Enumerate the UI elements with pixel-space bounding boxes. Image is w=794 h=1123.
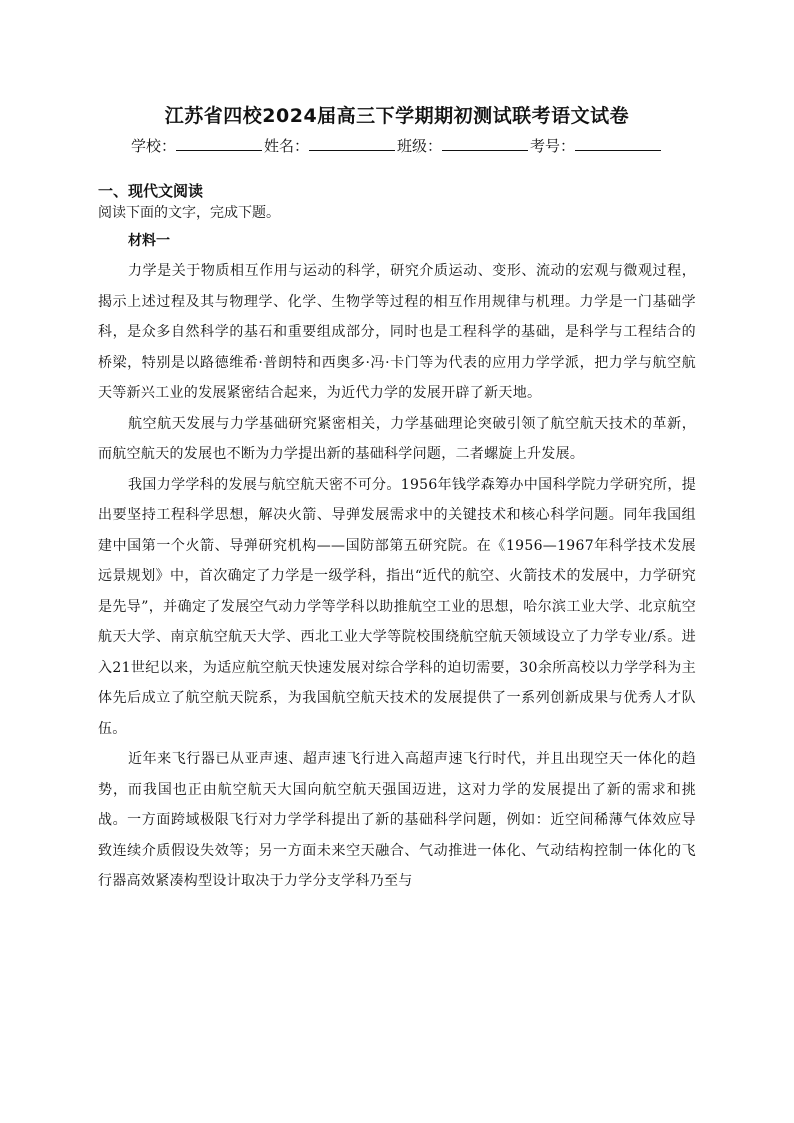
class-blank[interactable]	[442, 136, 528, 151]
paragraph-2: 航空航天发展与力学基础研究紧密相关，力学基础理论突破引领了航空航天技术的革新，而航空航天的发展也不断为力学提出新的基础科学问题，二者螺旋上升发展。	[98, 415, 696, 462]
exam-number-blank[interactable]	[575, 136, 661, 151]
name-label: 姓名：	[263, 137, 309, 155]
student-info-line	[98, 135, 696, 157]
school-blank[interactable]	[176, 136, 262, 151]
reading-instruction: 阅读下面的文字，完成下题。	[98, 205, 280, 221]
material-title: 材料一	[128, 233, 170, 249]
paragraph-4: 近年来飞行器已从亚声速、超声速飞行进入高超声速飞行时代，并且出现空天一体化的趋势，而我国也正由航空航天大国向航空航天强国迈进，这对力学的发展提出了新的需求和挑战。一方面跨域极限飞行对力学学科提出了新的基础科学问题，例如：近空间稀薄气体效应导致连续介质假设失效等；另一方面未来空天融合、气动推进一体化、气动结构控制一体化的飞行器高效紧凑构型设计取决于力学分支学科乃至与	[98, 751, 696, 889]
exam-number-label: 考号：	[530, 137, 576, 155]
school-label: 学校：	[130, 137, 176, 155]
paragraph-1: 力学是关于物质相互作用与运动的科学，研究介质运动、变形、流动的宏观与微观过程，揭示上述过程及其与物理学、化学、生物学等过程的相互作用规律与机理。力学是一门基础学科，是众多自然科学的基石和重要组成部分，同时也是工程科学的基础，是科学与工程结合的桥梁，特别是以路德维希·普朗特和西奥多·冯·卡门等为代表的应用力学学派，把力学与航空航天等新兴工业的发展紧密结合起来，为近代力学的发展开辟了新天地。	[98, 263, 696, 401]
class-label: 班级：	[397, 137, 443, 155]
exam-title: 江苏省四校2024届高三下学期期初测试联考语文试卷	[164, 105, 630, 127]
name-blank[interactable]	[309, 136, 395, 151]
section-heading: 一、现代文阅读	[98, 182, 204, 200]
paragraph-3: 我国力学学科的发展与航空航天密不可分。1956年钱学森筹办中国科学院力学研究所，提出要坚持工程科学思想，解决火箭、导弹发展需求中的关键技术和核心科学问题。同年我国组建中国第一个火箭、导弹研究机构——国防部第五研究院。在《1956—1967年科学技术发展远景规划》中，首次确定了力学是一级学科，指出“近代的航空、火箭技术的发展中，力学研究是先导”，并确定了发展空气动力学等学科以助推航空工业的思想，哈尔滨工业大学、北京航空航天大学、南京航空航天大学、西北工业大学等院校围绕航空航天领域设立了力学专业/系。进入21世纪以来，为适应航空航天快速发展对综合学科的迫切需要，30余所高校以力学学科为主体先后成立了航空航天院系，为我国航空航天技术的发展提供了一系列创新成果与优秀人才队伍。	[98, 476, 696, 737]
